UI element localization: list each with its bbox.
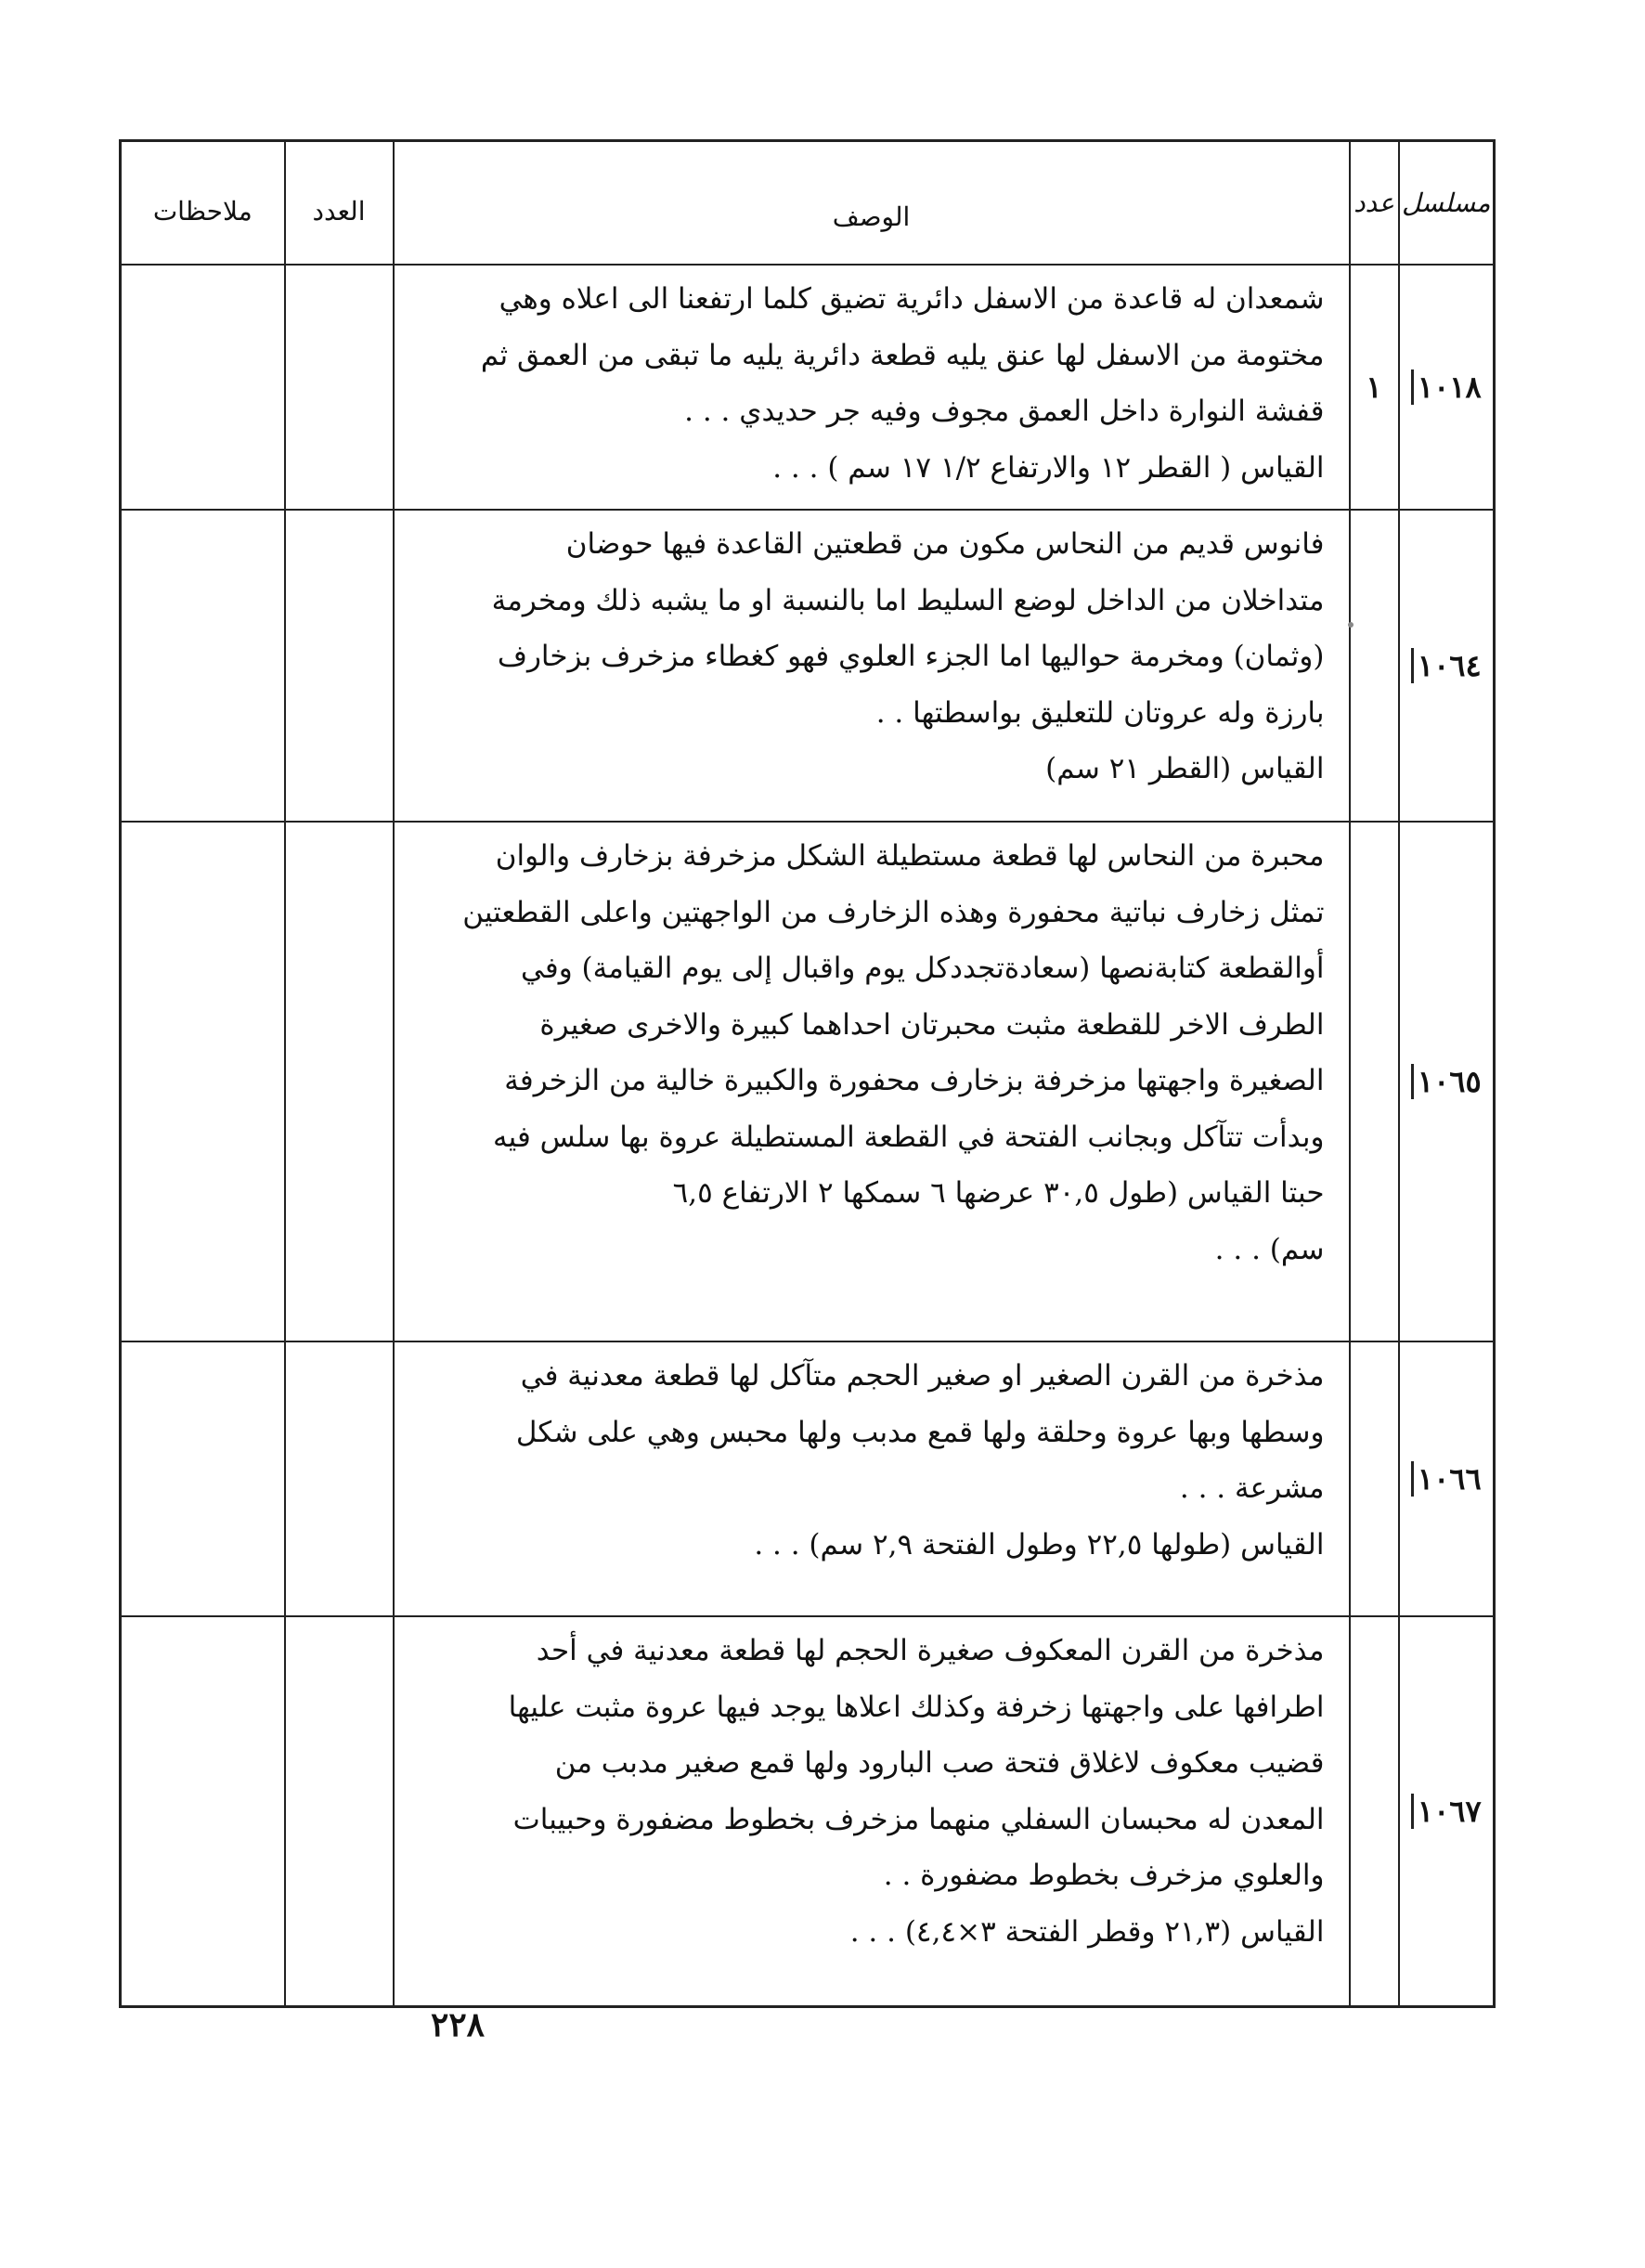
header-serial: مسلسل — [1399, 141, 1495, 266]
count-cell — [285, 510, 394, 822]
serial-value: ١٠٦٧ — [1411, 1794, 1482, 1829]
notes-cell — [121, 1341, 285, 1616]
description-line: قضيب معكوف لاغلاق فتحة صب البارود ولها قمع صغير مدبب من — [554, 1746, 1325, 1780]
count-cell — [285, 1341, 394, 1616]
description-line: (وثمان) ومخرمة حواليها اما الجزء العلوي فهو كغطاء مزخرف بزخارف — [497, 640, 1325, 673]
count-cell — [285, 265, 394, 510]
description-line: القياس (طولها ٢٢,٥ وطول الفتحة ٢,٩ سم) . . . — [754, 1527, 1325, 1562]
count-cell — [285, 822, 394, 1341]
description-line: القياس (القطر ٢١ سم) — [1045, 752, 1325, 785]
notes-cell — [121, 1616, 285, 2006]
description-line: القياس ( القطر ١٢ والارتفاع ١/٢ ١٧ سم ) . . . — [772, 450, 1325, 485]
table-row — [121, 822, 1495, 1341]
header-notes: ملاحظات — [121, 141, 285, 266]
description-line: تمثل زخارف نباتية محفورة وهذه الزخارف من الواجهتين واعلى القطعتين — [462, 895, 1325, 929]
table-row — [121, 265, 1495, 510]
serial-value: ١٠١٨ — [1411, 369, 1482, 405]
description-line: مذخرة من القرن الصغير او صغير الحجم متآكل لها قطعة معدنية في — [520, 1359, 1325, 1393]
page-number: ٢٢٨ — [431, 2005, 486, 2044]
table-row — [121, 1341, 1495, 1616]
description-line: المعدن له محبسان السفلي منهما مزخرف بخطوط مضفورة وحبيبات — [512, 1802, 1325, 1836]
number-cell — [1350, 1616, 1399, 2006]
description-line: الصغيرة واجهتها مزخرفة بزخارف محفورة والكبيرة خالية من الزخرفة — [504, 1064, 1325, 1097]
description-line: اطرافها على واجهتها زخرفة وكذلك اعلاها يوجد فيها عروة مثبت عليها — [508, 1690, 1325, 1724]
description-line: مذخرة من القرن المعكوف صغيرة الحجم لها قطعة معدنية في أحد — [536, 1634, 1325, 1667]
description-line: أوالقطعة كتابةنصها (سعادةتجددكل يوم واقبال إلى يوم القيامة) وفي — [521, 952, 1325, 985]
serial-value: ١٠٦٦ — [1411, 1461, 1482, 1497]
description-line: شمعدان له قاعدة من الاسفل دائرية تضيق كلما ارتفعنا الى اعلاه وهي — [499, 282, 1325, 316]
serial-cell — [1399, 822, 1495, 1341]
serial-cell — [1399, 1341, 1495, 1616]
description-cell — [394, 1616, 1350, 2006]
description-cell — [394, 822, 1350, 1341]
description-line: مشرعة . . . — [1179, 1471, 1325, 1505]
header-number: عدد — [1350, 141, 1399, 266]
serial-value: ١٠٦٥ — [1411, 1064, 1482, 1099]
notes-cell — [121, 510, 285, 822]
description-line: سم) . . . — [1214, 1232, 1325, 1266]
table-row — [121, 1616, 1495, 2006]
number-cell: ١ — [1350, 265, 1399, 510]
description-line: مختومة من الاسفل لها عنق يليه قطعة دائرية يليه ما تبقى من العمق ثم — [480, 338, 1325, 372]
description-cell — [394, 510, 1350, 822]
scan-speck — [1348, 622, 1354, 628]
description-line: والعلوي مزخرف بخطوط مضفورة . . — [883, 1859, 1325, 1892]
description-cell — [394, 265, 1350, 510]
inventory-sheet — [119, 139, 1493, 2008]
number-cell — [1350, 510, 1399, 822]
serial-value: ١٠٦٤ — [1411, 648, 1482, 683]
header-row — [121, 141, 1495, 266]
number-cell — [1350, 1341, 1399, 1616]
description-cell — [394, 1341, 1350, 1616]
serial-cell — [1399, 265, 1495, 510]
table-row — [121, 510, 1495, 822]
description-line: حبتا القياس (طول ٣٠,٥ عرضها ٦ سمكها ٢ الارتفاع ٦,٥ — [672, 1176, 1325, 1210]
header-count: العدد — [285, 141, 394, 266]
description-line: محبرة من النحاس لها قطعة مستطيلة الشكل مزخرفة بزخارف والوان — [495, 839, 1325, 873]
notes-cell — [121, 822, 285, 1341]
header-description: الوصف — [394, 141, 1350, 266]
description-line: وسطها وبها عروة وحلقة ولها قمع مدبب ولها محبس وهي على شكل — [515, 1415, 1325, 1449]
description-line: متداخلان من الداخل لوضع السليط اما بالنسبة او ما يشبه ذلك ومخرمة — [491, 583, 1325, 617]
description-line: القياس (٢١,٣ وقطر الفتحة ٣×٤,٤) . . . — [849, 1914, 1325, 1949]
count-cell — [285, 1616, 394, 2006]
description-line: وبدأت تتآكل وبجانب الفتحة في القطعة المستطيلة عروة بها سلس فيه — [492, 1120, 1325, 1154]
description-line: الطرف الاخر للقطعة مثبت محبرتان احداهما كبيرة والاخرى صغيرة — [539, 1007, 1325, 1042]
description-line: قفشة النوارة داخل العمق مجوف وفيه جر حديدي . . . — [684, 395, 1325, 428]
notes-cell — [121, 265, 285, 510]
description-line: بارزة وله عروتان للتعليق بواسطتها . . — [875, 695, 1325, 730]
number-cell — [1350, 822, 1399, 1341]
serial-cell — [1399, 510, 1495, 822]
inventory-table — [119, 139, 1496, 2008]
serial-cell — [1399, 1616, 1495, 2006]
description-line: فانوس قديم من النحاس مكون من قطعتين القاعدة فيها حوضان — [565, 527, 1325, 561]
